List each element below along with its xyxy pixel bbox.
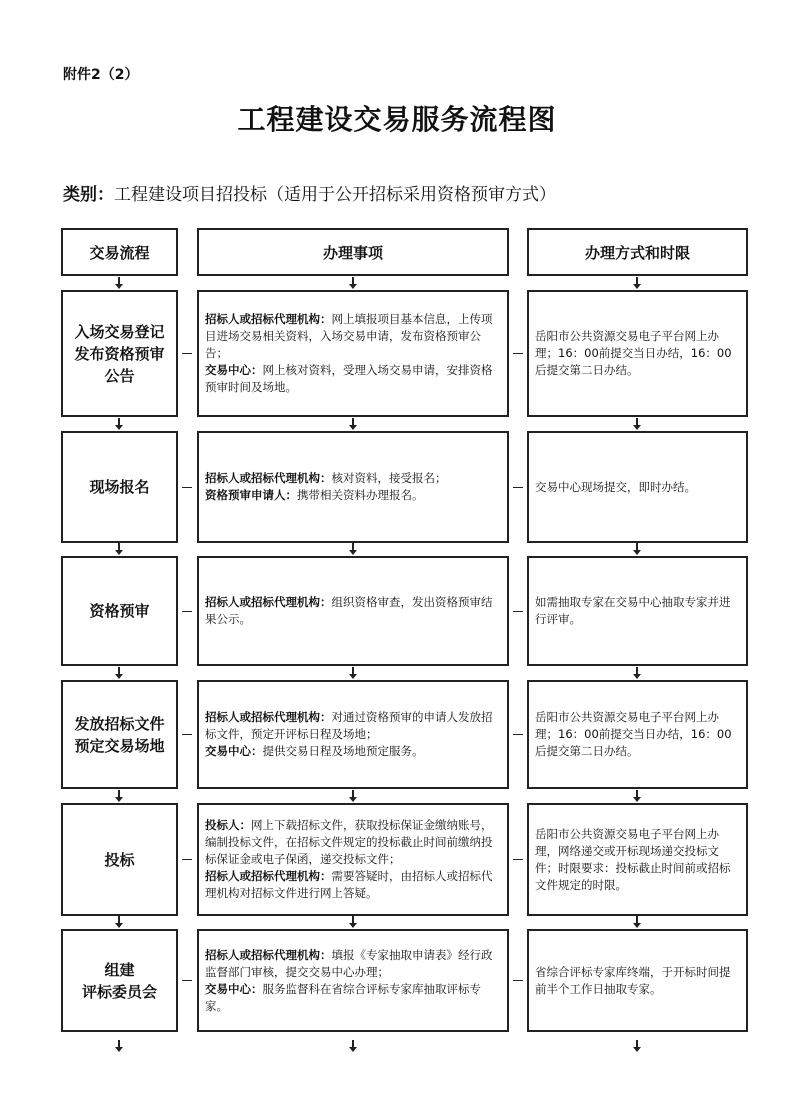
method-text: 岳阳市公共资源交易电子平台网上办理；16：00前提交当日办结，16：00后提交第二日办结。: [535, 329, 732, 377]
down-arrow-icon: [114, 667, 124, 679]
down-arrow-icon: [114, 790, 124, 802]
method-box-committee: [527, 929, 748, 1032]
item-text: 携带相关资料办理报名。: [297, 488, 424, 502]
item-text: 提供交易日程及场地预定服务。: [262, 744, 424, 758]
down-arrow-icon: [632, 667, 642, 679]
method-box-registration: [527, 290, 748, 417]
header-stage: 交易流程: [61, 228, 178, 276]
role-label: 招标人或招标代理机构：: [205, 710, 332, 724]
item-text: 网上核对资料，受理入场交易申请，安排资格预审时间及场地。: [205, 363, 493, 394]
connector-dash: [513, 487, 523, 488]
connector-dash: [182, 980, 192, 981]
role-label: 招标人或招标代理机构：: [205, 947, 332, 962]
down-arrow-icon: [114, 543, 124, 555]
item-text: 填报《专家抽取申请表》经行政监督部门审核，提交交易中心办理；: [205, 947, 493, 979]
down-arrow-icon: [632, 277, 642, 289]
down-arrow-icon: [632, 418, 642, 430]
connector-dash: [182, 611, 192, 612]
down-arrow-icon: [348, 916, 358, 928]
stage-line: 入场交易登记: [74, 322, 165, 341]
stage-box-signup: [61, 431, 178, 543]
down-arrow-icon: [348, 790, 358, 802]
item-text: 需要答疑时，由招标人或招标代理机构对招标文件进行网上答疑。: [205, 869, 493, 900]
role-label: 交易中心：: [205, 744, 263, 758]
items-box-bidding: [197, 803, 509, 916]
connector-dash: [182, 859, 192, 860]
method-text: 省综合评标专家库终端，于开标时间提前半个工作日抽取专家。: [535, 964, 731, 996]
down-arrow-icon: [348, 277, 358, 289]
down-arrow-icon: [632, 543, 642, 555]
method-box-prequal: [527, 556, 748, 666]
role-label: 交易中心：: [205, 981, 263, 996]
down-arrow-icon: [632, 916, 642, 928]
down-arrow-icon: [348, 1040, 358, 1052]
role-label: 招标人或招标代理机构：: [205, 869, 332, 883]
down-arrow-icon: [114, 418, 124, 430]
method-text: 交易中心现场提交，即时办结。: [535, 479, 696, 494]
stage-line: 现场报名: [89, 478, 150, 496]
connector-dash: [182, 734, 192, 735]
stage-box-prequal: [61, 556, 178, 666]
category-label: 类别：: [63, 185, 114, 205]
items-box-prequal: [197, 556, 509, 666]
items-box-registration: [197, 290, 509, 417]
header-items: 办理事项: [197, 228, 509, 276]
stage-line: 组建: [104, 960, 135, 979]
method-box-signup: [527, 431, 748, 543]
stage-box-committee: [61, 929, 178, 1032]
connector-dash: [513, 611, 523, 612]
page-title: 工程建设交易服务流程图: [237, 103, 557, 136]
stage-line: 投标: [104, 850, 135, 869]
method-text: 如需抽取专家在交易中心抽取专家并进行评审。: [535, 595, 731, 626]
connector-dash: [513, 734, 523, 735]
items-box-issue-docs: [197, 680, 509, 789]
stage-box-bidding: [61, 803, 178, 916]
item-text: 网上填报项目基本信息，上传项目进场交易相关资料，入场交易申请，发布资格预审公告；: [205, 312, 493, 360]
connector-dash: [182, 487, 192, 488]
category-line: [63, 180, 556, 205]
down-arrow-icon: [348, 667, 358, 679]
attachment-label: 附件2（2）: [63, 67, 139, 83]
connector-dash: [513, 353, 523, 354]
role-label: 招标人或招标代理机构：: [205, 471, 332, 485]
down-arrow-icon: [632, 790, 642, 802]
stage-line: 资格预审: [89, 602, 150, 620]
down-arrow-icon: [632, 1040, 642, 1052]
stage-line: 发放招标文件: [74, 714, 165, 733]
stage-line: 公告: [104, 366, 135, 385]
role-label: 资格预审申请人：: [205, 488, 297, 502]
items-box-committee: [197, 929, 509, 1032]
connector-dash: [513, 980, 523, 981]
down-arrow-icon: [114, 916, 124, 928]
items-box-signup: [197, 431, 509, 543]
method-text: 岳阳市公共资源交易电子平台网上办理；16：00前提交当日办结，16：00后提交第二日办结。: [535, 710, 732, 758]
stage-box-registration: [61, 290, 178, 417]
item-text: 网上下载招标文件，获取投标保证金缴纳账号，编制投标文件，在招标文件规定的投标截止时间前缴纳投标保证金或电子保函，递交投标文件；: [205, 818, 493, 866]
down-arrow-icon: [348, 543, 358, 555]
stage-line: 评标委员会: [81, 982, 157, 1001]
method-text: 岳阳市公共资源交易电子平台网上办理，网络递交或开标现场递交投标文件；时限要求：投标截止时间前或招标文件规定的时限。: [535, 826, 731, 892]
role-label: 交易中心：: [205, 363, 263, 377]
stage-line: 发布资格预审: [74, 344, 165, 363]
down-arrow-icon: [114, 277, 124, 289]
item-text: 对通过资格预审的申请人发放招标文件，预定开评标日程及场地；: [205, 710, 493, 741]
down-arrow-icon: [114, 1040, 124, 1052]
category-value: 工程建设项目招投标（适用于公开招标采用资格预审方式）: [114, 185, 556, 205]
down-arrow-icon: [348, 418, 358, 430]
stage-line: 预定交易场地: [74, 736, 165, 755]
role-label: 投标人：: [205, 818, 251, 832]
item-text: 组织资格审查，发出资格预审结果公示。: [205, 595, 493, 626]
stage-box-issue-docs: [61, 680, 178, 789]
method-box-bidding: [527, 803, 748, 916]
item-text: 服务监督科在省综合评标专家库抽取评标专家。: [205, 981, 481, 1013]
item-text: 核对资料，接受报名；: [331, 471, 447, 485]
connector-dash: [513, 859, 523, 860]
header-method: 办理方式和时限: [527, 228, 748, 276]
role-label: 招标人或招标代理机构：: [205, 595, 332, 609]
method-box-issue-docs: [527, 680, 748, 789]
role-label: 招标人或招标代理机构：: [205, 312, 332, 326]
connector-dash: [182, 353, 192, 354]
